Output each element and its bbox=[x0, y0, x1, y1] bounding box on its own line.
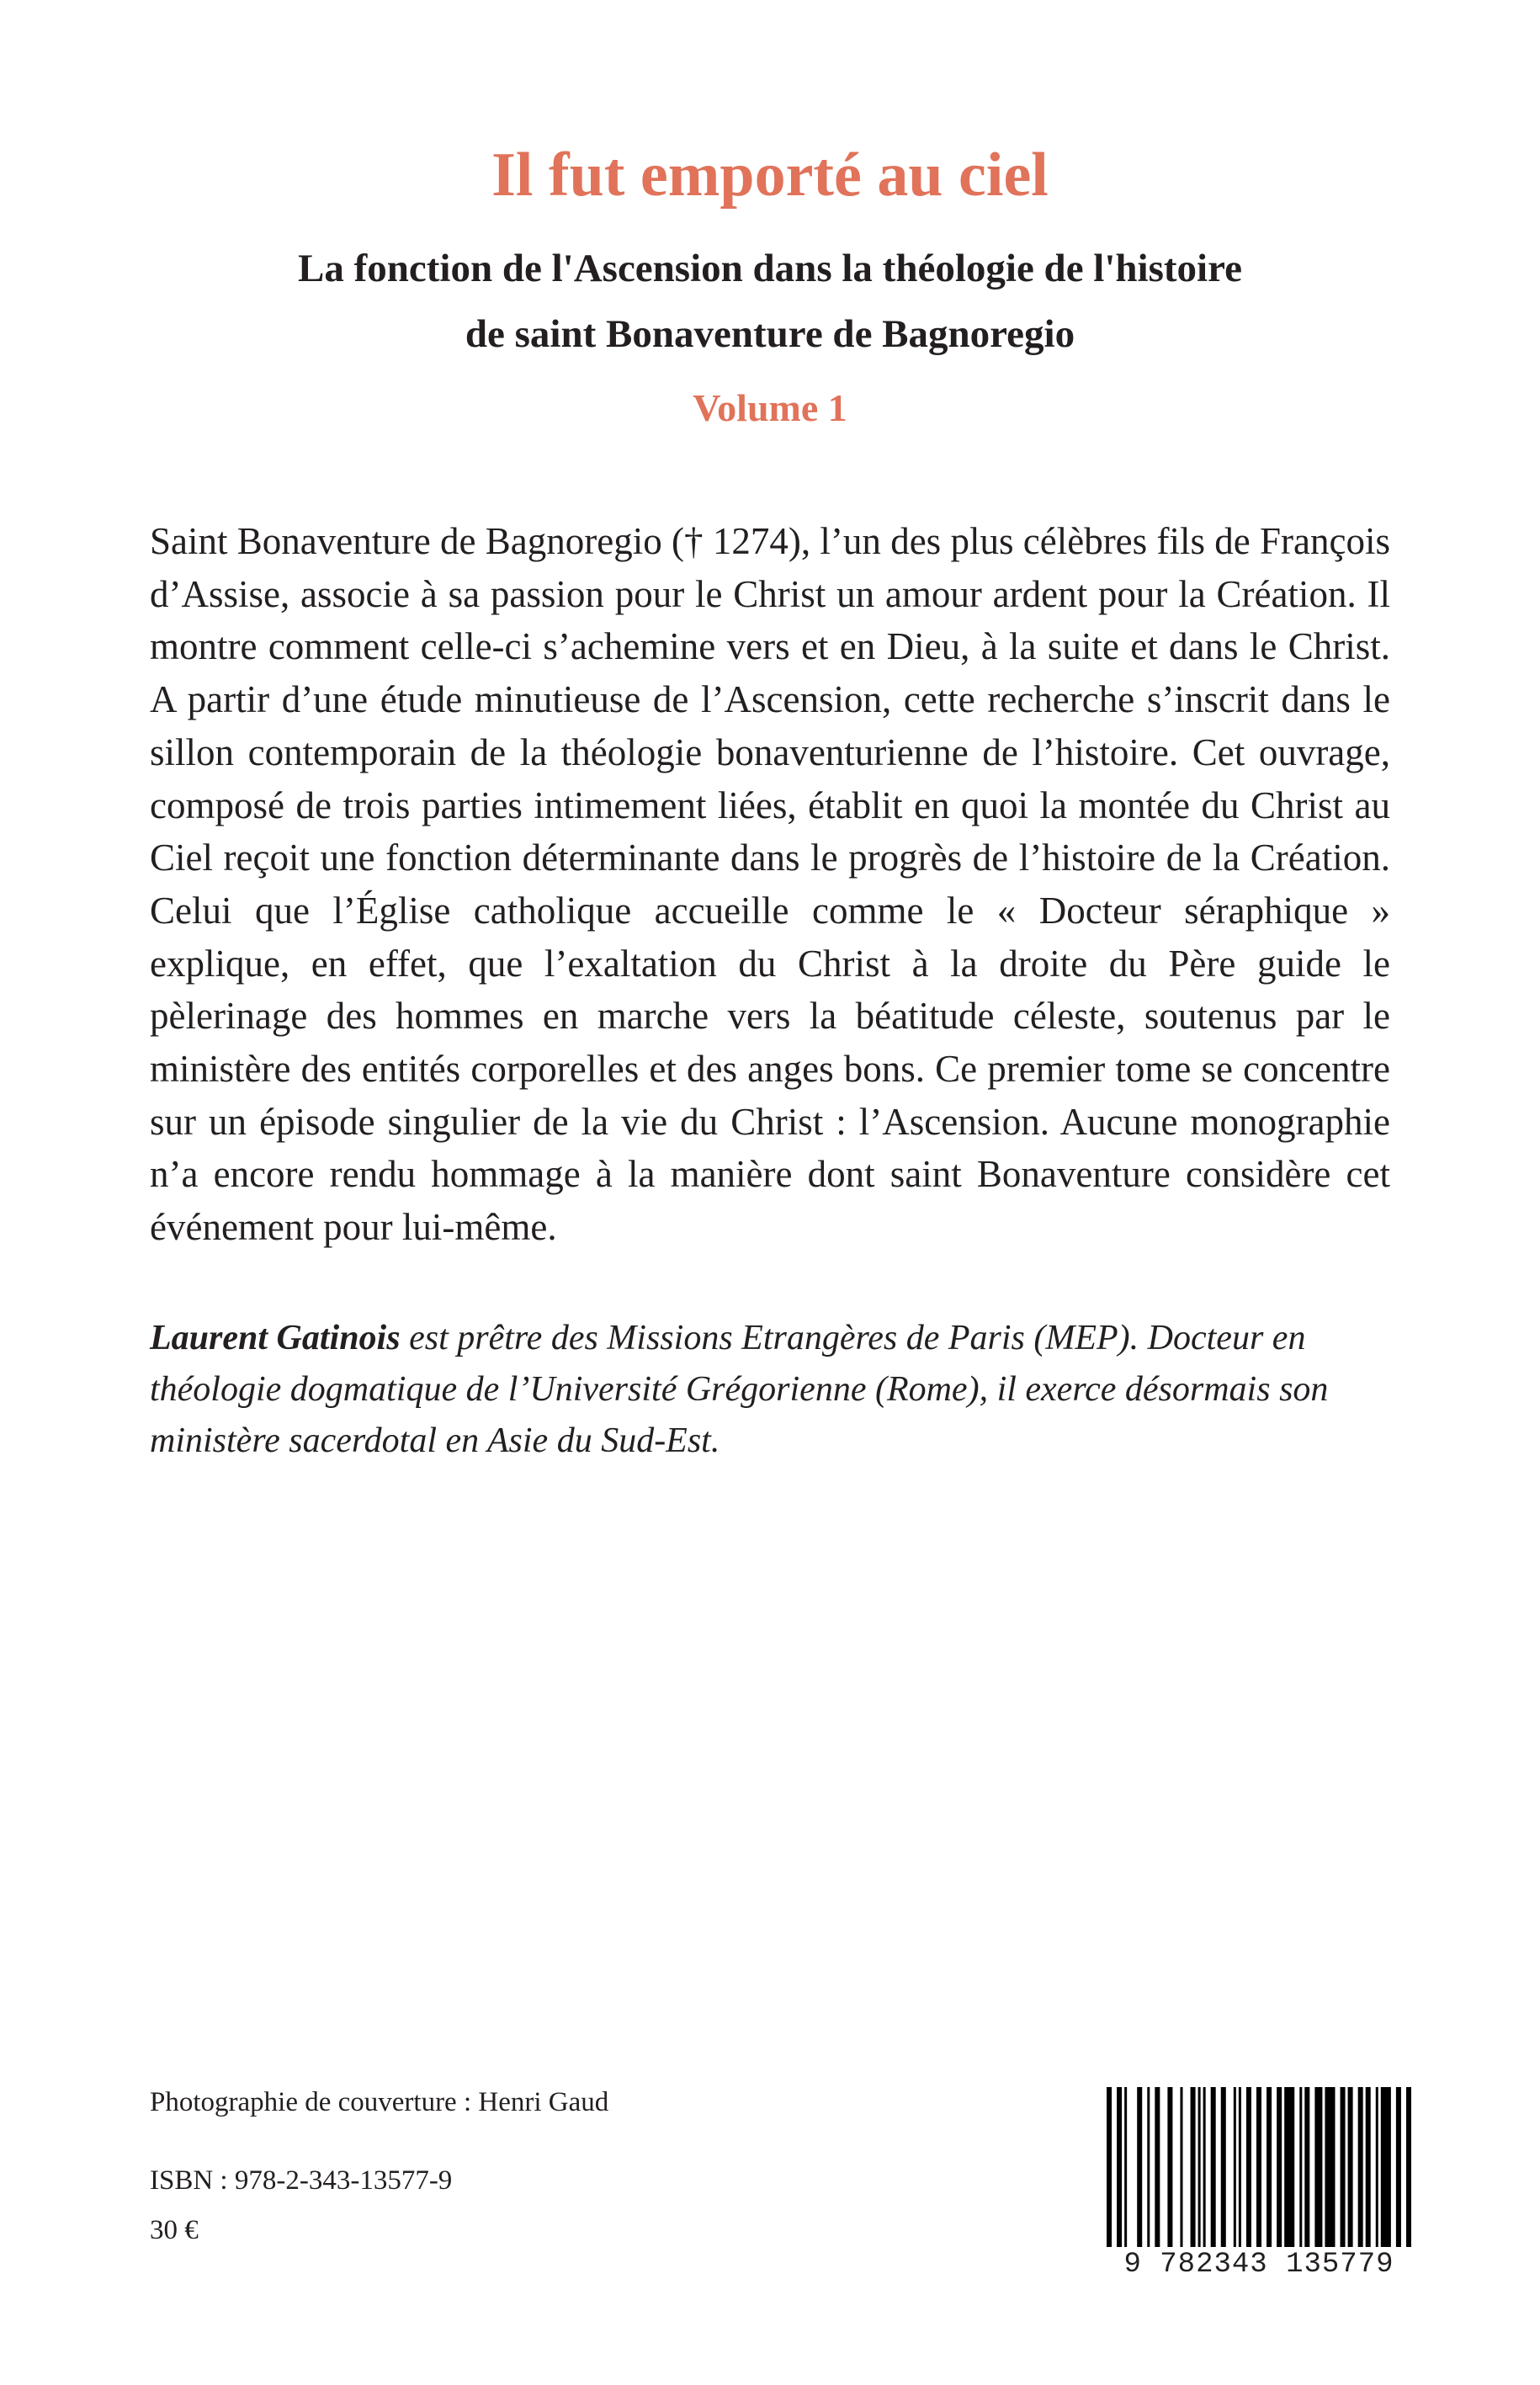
barcode-bar bbox=[1155, 2087, 1160, 2247]
author-bio bbox=[150, 1313, 1390, 1467]
barcode-bar bbox=[1221, 2087, 1226, 2247]
volume-label: Volume 1 bbox=[693, 386, 847, 429]
barcode-bar bbox=[1256, 2087, 1261, 2247]
author-name: Laurent Gatinois bbox=[150, 1319, 401, 1357]
barcode-bar bbox=[1299, 2087, 1302, 2247]
subtitle-line-2: de saint Bonaventure de Bagnoregio bbox=[465, 312, 1075, 356]
barcode-bar bbox=[1396, 2087, 1401, 2247]
barcode-bar bbox=[1137, 2087, 1142, 2247]
barcode-bar bbox=[1348, 2087, 1353, 2247]
barcode-bar bbox=[1191, 2087, 1196, 2247]
photo-credit: Photographie de couverture : Henri Gaud bbox=[150, 2087, 609, 2117]
subtitle-line-1: La fonction de l'Ascension dans la théologie de l'histoire bbox=[298, 247, 1242, 290]
barcode-bar bbox=[1234, 2087, 1236, 2247]
barcode-bar bbox=[1239, 2087, 1241, 2247]
barcode-bar bbox=[1277, 2087, 1282, 2247]
barcode-bar bbox=[1406, 2087, 1411, 2247]
barcode-bar bbox=[1284, 2087, 1294, 2247]
barcode-bar bbox=[1124, 2087, 1127, 2247]
barcode-bar bbox=[1211, 2087, 1216, 2247]
barcode-bar bbox=[1341, 2087, 1346, 2247]
barcode-bar bbox=[1198, 2087, 1201, 2247]
barcode bbox=[1107, 2087, 1411, 2282]
price: 30 € bbox=[150, 2215, 199, 2245]
book-subtitle bbox=[0, 236, 1540, 367]
barcode-bar bbox=[1376, 2087, 1378, 2247]
barcode-bar bbox=[1180, 2087, 1182, 2247]
barcode-bar bbox=[1147, 2087, 1150, 2247]
book-title: Il fut emporté au ciel bbox=[491, 141, 1049, 210]
barcode-bar bbox=[1107, 2087, 1112, 2247]
barcode-bar bbox=[1325, 2087, 1335, 2247]
summary-paragraph: Saint Bonaventure de Bagnoregio († 1274), l’un des plus célèbres fils de François d’Assise, associe à sa passion pour le Christ un amour ardent pour la Création. Il montre comment celle-ci s’achemine vers et en Dieu, à la suite et dans le Christ. A partir d’une étude minutieuse de l’Ascension, cette recherche s’inscrit dans le sillon contemporain de la théologie bonaventurienne de l’histoire. Cet ouvrage, composé de trois parties intimement liées, établit en quoi la montée du Christ au Ciel reçoit une fonction déterminante dans le progrès de l’histoire de la Création. Celui que l’Église catholique accueille comme le « Docteur séraphique » explique, en effet, que l’exaltation du Christ à la droite du Père guide le pèlerinage des hommes en marche vers la béatitude céleste, soutenus par le ministère des entités corporelles et des anges bons. Ce premier tome se concentre sur un épisode singulier de la vie du Christ : l’Ascension. Aucune monographie n’a encore rendu hommage à la manière dont saint Bonaventure considère cet événement pour lui-même. bbox=[150, 520, 1390, 1249]
barcode-bar bbox=[1167, 2087, 1172, 2247]
barcode-bar bbox=[1203, 2087, 1206, 2247]
barcode-bar bbox=[1246, 2087, 1251, 2247]
barcode-bar bbox=[1366, 2087, 1371, 2247]
barcode-bar bbox=[1267, 2087, 1272, 2247]
barcode-icon bbox=[1107, 2087, 1411, 2247]
barcode-digits: 9 782343 135779 bbox=[1123, 2249, 1394, 2281]
author-bio-text: est prêtre des Missions Etrangères de Paris (MEP). Docteur en théologie dogmatique de l’Université Grégorienne (Rome), il exerce désormais son ministère sacerdotal en Asie du Sud-Est. bbox=[150, 1319, 1329, 1460]
isbn: ISBN : 978-2-343-13577-9 bbox=[150, 2165, 453, 2196]
barcode-bar bbox=[1314, 2087, 1322, 2247]
barcode-bar bbox=[1358, 2087, 1363, 2247]
barcode-bar bbox=[1381, 2087, 1391, 2247]
barcode-bar bbox=[1304, 2087, 1309, 2247]
barcode-bar bbox=[1117, 2087, 1122, 2247]
